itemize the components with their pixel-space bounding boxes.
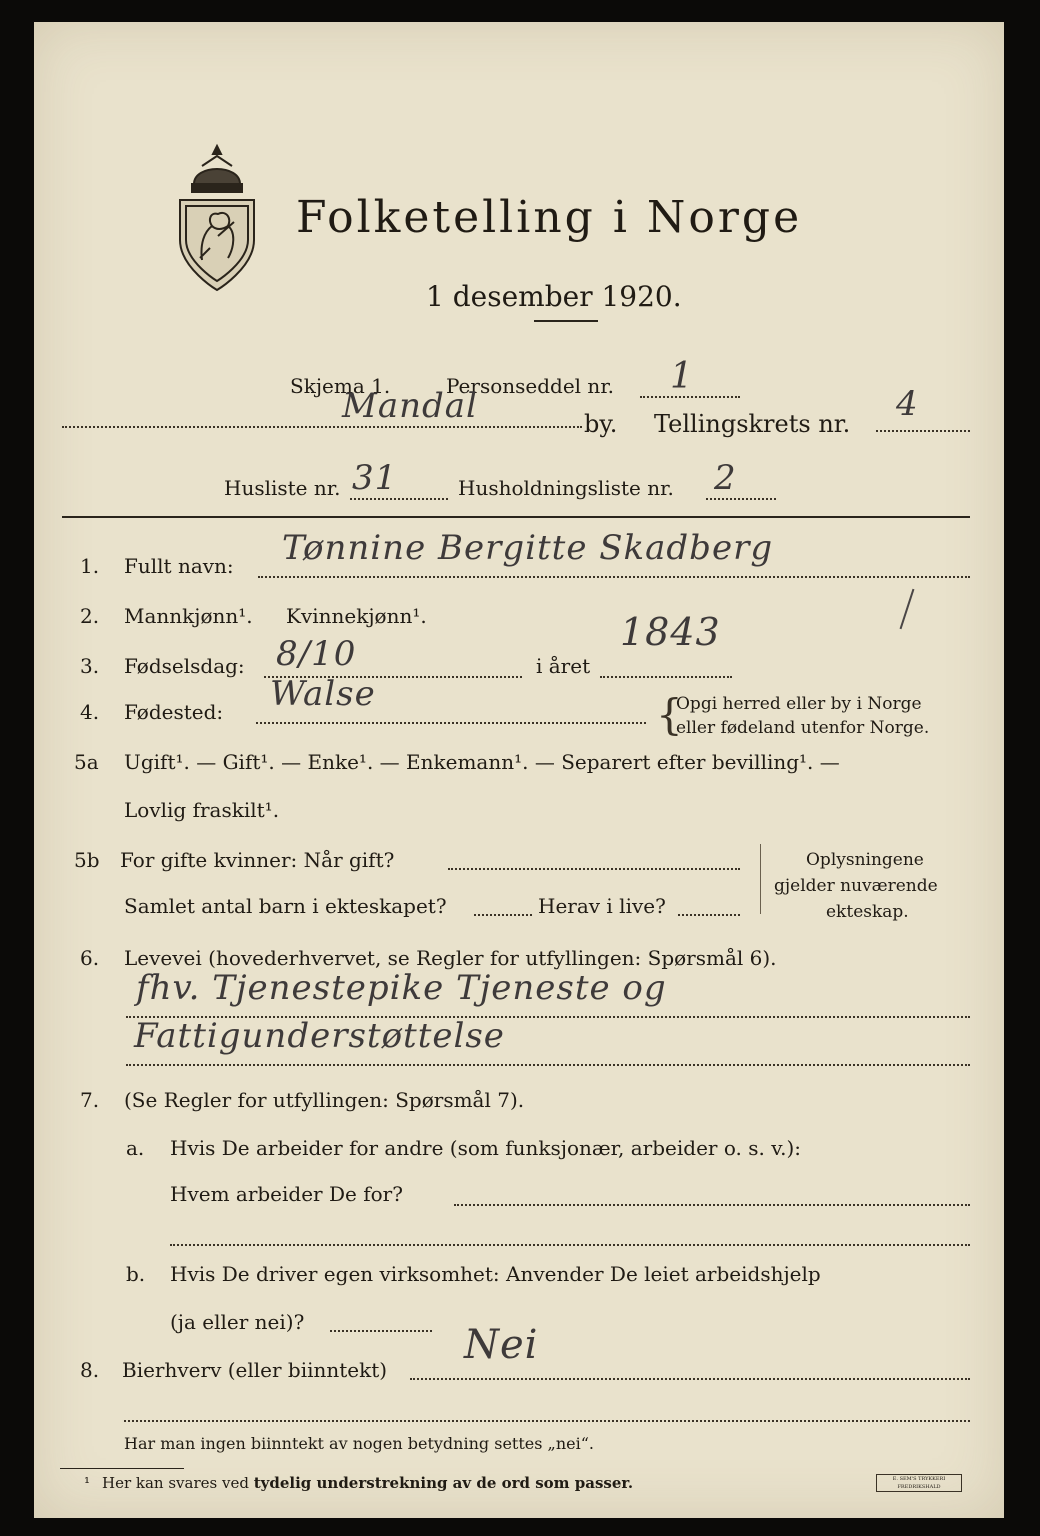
bottom-note: Har man ingen biinntekt av nogen betydning settes „nei“. [124,1434,594,1453]
skjema-label: Skjema 1. [290,374,391,398]
q3-label: Fødselsdag: [124,654,245,678]
husholdning-label: Husholdningsliste nr. [458,476,674,500]
q5b-note-2: gjelder nuværende [774,876,938,896]
husliste-line [350,498,448,500]
footnote-emphasis: tydelig understrekning av de ord som passer. [253,1474,634,1492]
q4-note-2: eller fødeland utenfor Norge. [676,718,930,738]
pencil-mark [900,589,915,630]
footnote [102,1474,633,1492]
occupation-line-2 [126,1064,970,1066]
q7b-letter: b. [126,1262,146,1286]
q7-number: 7. [80,1088,100,1112]
q7b-line-1: Hvis De driver egen virksomhet: Anvender De leiet arbeidshjelp [170,1262,821,1286]
q6-label: Levevei (hovederhvervet, se Regler for utfyllingen: Spørsmål 6). [124,946,777,970]
q2-number: 2. [80,604,100,628]
q5b-note-1: Oplysningene [806,850,924,870]
tellingskrets-line [876,430,970,432]
q5b-number: 5b [74,848,100,872]
q3-number: 3. [80,654,100,678]
footnote-rule [60,1468,184,1469]
q5a-number: 5a [74,750,99,774]
q6-number: 6. [80,946,100,970]
q8-label: Bierhverv (eller biinntekt) [122,1358,388,1382]
kvinnekjonn-option[interactable]: Kvinnekjønn¹. [286,604,427,628]
bierhverv-value[interactable]: Nei [464,1322,539,1368]
by-line [62,426,582,428]
printer-stamp: E. SEM'S TRYKKERI FREDRIKSHALD [876,1474,962,1492]
personseddel-label: Personseddel nr. [446,374,615,398]
footnote-text: Her kan svares ved [102,1474,254,1492]
q1-label: Fullt navn: [124,554,234,578]
q4-number: 4. [80,700,100,724]
q4-brace: { [656,690,683,739]
husholdning-line [706,498,776,500]
by-label: by. [584,410,618,438]
q4-label: Fødested: [124,700,224,724]
census-date: 1 desember 1920. [426,280,682,313]
birthday-value[interactable]: 8/10 [276,634,357,674]
barn-line [474,914,532,916]
title-divider [534,320,598,322]
bierhverv-line-2 [124,1420,970,1422]
nar-gift-label: For gifte kvinner: Når gift? [120,848,395,872]
year-label: i året [536,654,591,678]
year-line [600,676,732,678]
civil-status-options[interactable]: Ugift¹. — Gift¹. — Enke¹. — Enkemann¹. — Separert efter bevilling¹. — [124,750,840,774]
husholdning-value[interactable]: 2 [714,458,737,498]
bierhverv-line [410,1378,970,1380]
i-live-line [678,914,740,916]
nar-gift-line [448,868,740,870]
occupation-value-1[interactable]: fhv. Tjenestepike Tjeneste og [136,968,667,1008]
i-live-label: Herav i live? [538,894,666,918]
barn-label: Samlet antal barn i ekteskapet? [124,894,447,918]
q1-line [258,576,970,578]
tellingskrets-label: Tellingskrets nr. [654,410,851,438]
birthplace-value[interactable]: Walse [270,674,376,714]
employer-line-2 [170,1244,970,1246]
personseddel-value[interactable]: 1 [670,356,694,397]
birth-year-value[interactable]: 1843 [620,610,721,654]
q4-note-1: Opgi herred eller by i Norge [676,694,922,714]
q7b-line-2: (ja eller nei)? [170,1310,305,1334]
birthplace-line [256,722,646,724]
husliste-label: Husliste nr. [224,476,341,500]
form-title: Folketelling i Norge [296,192,803,243]
tellingskrets-value[interactable]: 4 [896,384,919,424]
footnote-mark: ¹ [84,1474,91,1492]
lovlig-fraskilt-option[interactable]: Lovlig fraskilt¹. [124,798,280,822]
employer-line [454,1204,970,1206]
q7a-line-2: Hvem arbeider De for? [170,1182,403,1206]
q7-label: (Se Regler for utfyllingen: Spørsmål 7). [124,1088,525,1112]
q5b-side-bar [760,844,761,914]
q5b-note-3: ekteskap. [826,902,909,922]
census-form-page [34,22,1004,1518]
arbeidshjelp-line [330,1330,432,1332]
husliste-value[interactable]: 31 [352,458,398,498]
coat-of-arms-icon [172,140,262,296]
by-value[interactable]: Mandal [342,386,478,426]
occupation-value-2[interactable]: Fattigunderstøttelse [134,1016,505,1056]
q7a-letter: a. [126,1136,145,1160]
full-name-value[interactable]: Tønnine Bergitte Skadberg [282,528,774,568]
q7a-line-1: Hvis De arbeider for andre (som funksjonær, arbeider o. s. v.): [170,1136,802,1160]
header-divider [62,516,970,518]
q1-number: 1. [80,554,100,578]
q8-number: 8. [80,1358,100,1382]
mannkjonn-option[interactable]: Mannkjønn¹. [124,604,253,628]
